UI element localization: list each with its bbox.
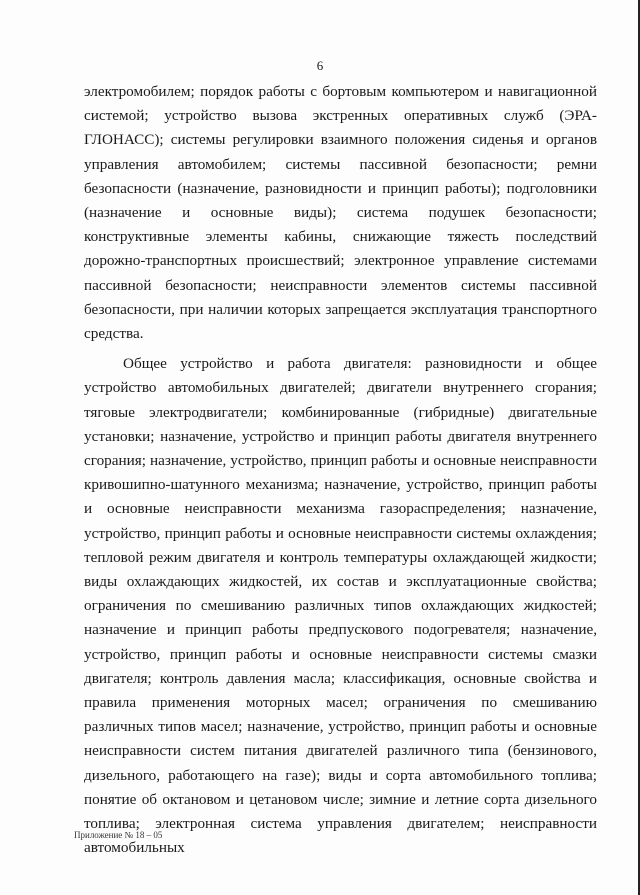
page-number: 6	[316, 58, 324, 73]
paragraph-continuation: электромобилем; порядок работы с бортовым компьютером и навигационной системой; устройство вызова экстренных оперативных служб (ЭРА-ГЛОНАСС); системы регулировки взаимного положения сиденья и органов управления автомобилем; системы пассивной безопасности; ремни безопасности (назначение, разновидности и принцип работы); подголовники (назначение и основные виды); система подушек безопасности; конструктивные элементы кабины, снижающие тяжесть последствий дорожно-транспортных происшествий; электронное управление системами пассивной безопасности; неисправности элементов системы пассивной безопасности, при наличии которых запрещается эксплуатация транспортного средства.	[84, 83, 597, 343]
page-footer: Приложение № 18 – 05	[74, 830, 163, 840]
paragraph-engine: Общее устройство и работа двигателя: разновидности и общее устройство автомобильных двигателей; двигатели внутреннего сгорания; тяговые электродвигатели; комбинированные (гибридные) двигательные установки; назначение, устройство и принцип работы двигателя внутреннего сгорания; назначение, устройство, принцип работы и основные неисправности кривошипно-шатунного механизма; назначение, устройство, принцип работы и основные неисправности механизма газораспределения; назначение, устройство, принцип работы и основные неисправности системы охлаждения; тепловой режим двигателя и контроль температуры охлаждающей жидкости; виды охлаждающих жидкостей, их состав и эксплуатационные свойства; ограничения по смешиванию различных типов охлаждающих жидкостей; назначение и принцип работы предпускового подогревателя; назначение, устройство, принцип работы и основные неисправности системы смазки двигателя; контроль давления масла; классификация, основные свойства и правила применения моторных масел; ограничения по смешиванию различных типов масел; назначение, устройство, принцип работы и основные неисправности систем питания двигателей различного типа (бензинового, дизельного, работающего на газе); виды и сорта автомобильного топлива; понятие об октановом и цетановом числе; зимние и летние сорта дизельного топлива; электронная система управления двигателем; неисправности автомобильных	[84, 355, 597, 857]
body-text	[84, 80, 597, 861]
